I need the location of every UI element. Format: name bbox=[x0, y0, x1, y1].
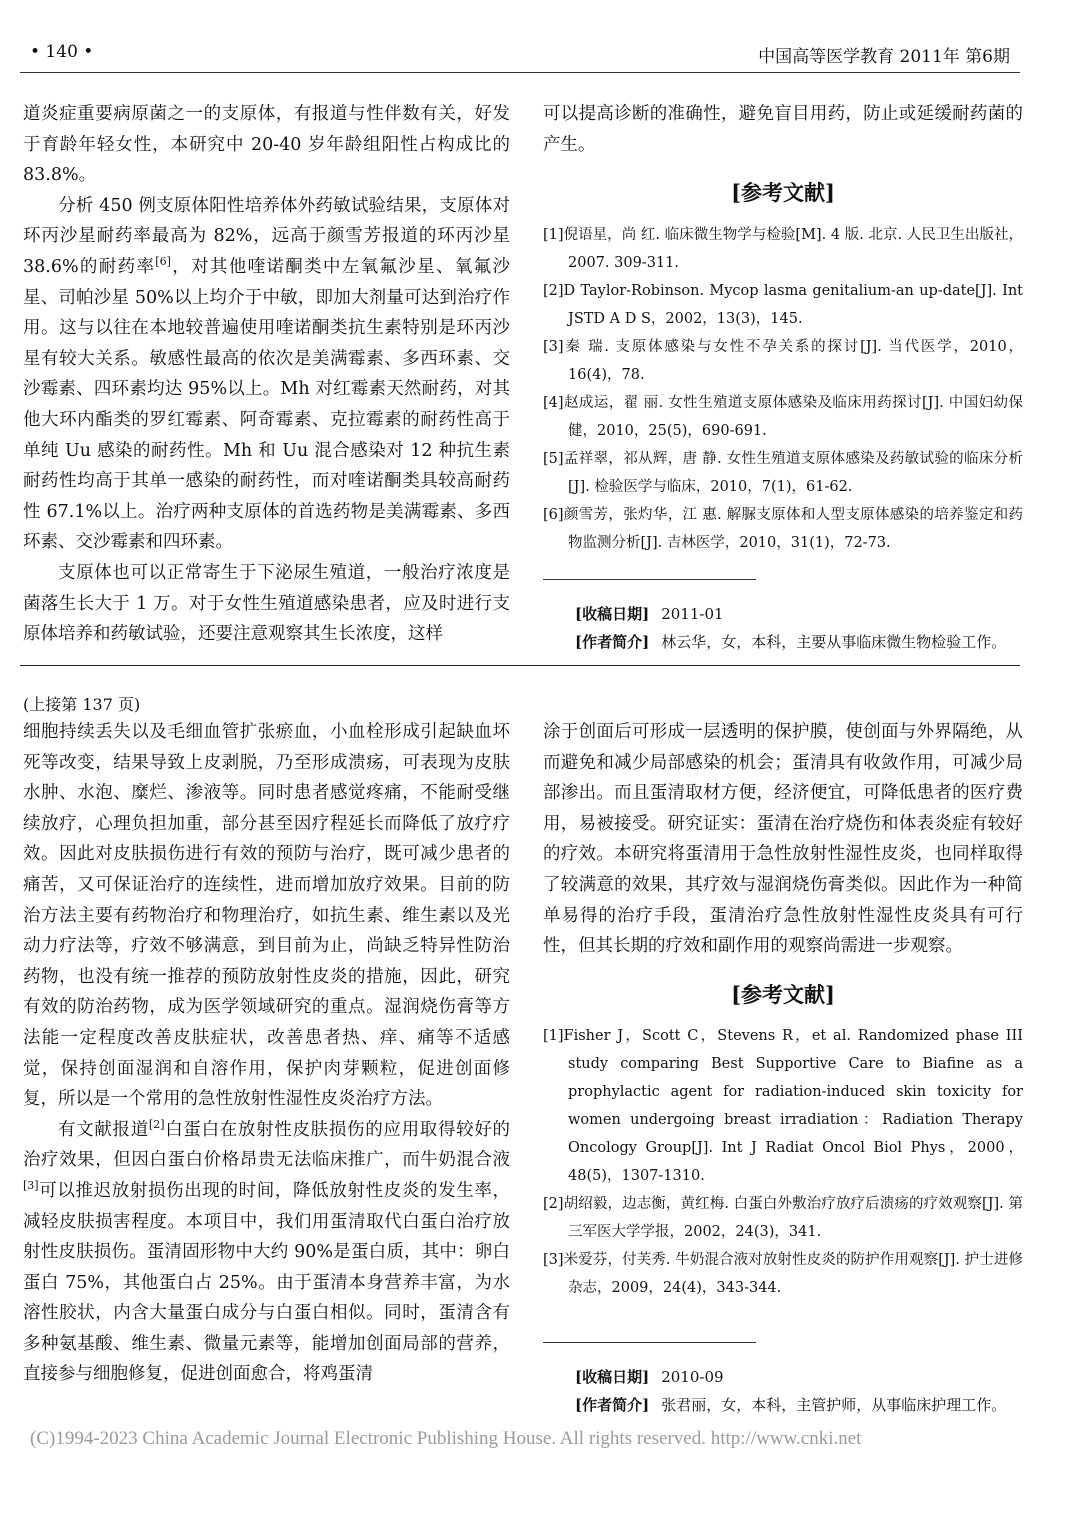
reference-item: [1]倪语星，尚 红. 临床微生物学与检验[M]. 4 版. 北京. 人民卫生出版社，2007. 309-311. bbox=[543, 226, 1023, 271]
bottom-left-column bbox=[23, 717, 510, 1390]
page-number: • 140 • bbox=[30, 42, 94, 62]
top-left-column bbox=[23, 99, 510, 650]
reference-item: [1]Fisher J，Scott C，Stevens R，et al. Randomized phase III study comparing Best Supportive Care to Biafine as a prophylactic agent for radiation-induced skin toxicity for women undergoing breast irradiation：Radiation Therapy Oncology Group[J]. Int J Radiat Oncol Biol Phys，2000，48(5)，1307-1310. bbox=[543, 1028, 1023, 1185]
journal-issue: 中国高等医学教育 2011年 第6期 bbox=[758, 47, 1010, 67]
body-paragraph bbox=[543, 99, 1023, 160]
received-date bbox=[543, 600, 1023, 628]
article-end-rule bbox=[543, 579, 756, 580]
citation-marker: [3] bbox=[23, 1179, 39, 1193]
reference-item: [2]胡绍毅，边志衡，黄红梅. 白蛋白外敷治疗放疗后溃疡的疗效观察[J]. 第三军医大学学报，2002，24(3)，341. bbox=[543, 1196, 1023, 1241]
paragraph-text: 涂于创面后可形成一层透明的保护膜，使创面与外界隔绝，从而避免和减少局部感染的机会；蛋清具有收敛作用，可减少局部渗出。而且蛋清取材方便，经济便宜，可降低患者的医疗费用，易被接受。研究证实：蛋清在治疗烧伤和体表炎症有较好的疗效。本研究将蛋清用于急性放射性湿性皮炎，也同样取得了较满意的效果，其疗效与湿润烧伤膏类似。因此作为一种简单易得的治疗手段，蛋清治疗急性放射性湿性皮炎具有可行性，但其长期的疗效和副作用的观察尚需进一步观察。 bbox=[543, 722, 1023, 957]
paragraph-text: 分析 450 例支原体阳性培养体外药敏试验结果，支原体对环丙沙星耐药率最高为 82%，远高于颜雪芳报道的环丙沙星 38.6%的耐药率 bbox=[23, 195, 510, 277]
author-label: [作者简介] bbox=[575, 1396, 650, 1415]
bottom-right-column bbox=[543, 717, 1023, 1419]
top-right-column bbox=[543, 99, 1023, 656]
bottom-right-body bbox=[543, 717, 1023, 962]
top-right-body bbox=[543, 99, 1023, 160]
article-end-rule bbox=[543, 1342, 756, 1343]
body-paragraph bbox=[23, 99, 510, 191]
references-heading: [参考文献] bbox=[731, 981, 835, 1007]
section-divider bbox=[20, 665, 1020, 666]
author-value: 张君丽，女，本科，主管护师，从事临床护理工作。 bbox=[661, 1396, 1007, 1415]
paragraph-text: 可以推迟放射损伤出现的时间，降低放射性皮炎的发生率，减轻皮肤损害程度。本项目中，我们用蛋清取代白蛋白治疗放射性皮肤损伤。蛋清固形物中大约 90%是蛋白质，其中：卵白蛋白 75%，其他蛋白占 25%。由于蛋清本身营养丰富，为水溶性胶状，内含大量蛋白成分与白蛋白相似。同时，蛋清含有多种氨基酸、维生素、微量元素等，能增加创面局部的营养，直接参与细胞修复，促进创面愈合，将鸡蛋清 bbox=[23, 1180, 510, 1385]
body-paragraph bbox=[543, 717, 1023, 962]
received-value: 2010-09 bbox=[661, 1368, 724, 1387]
body-paragraph bbox=[23, 717, 510, 1115]
received-label: [收稿日期] bbox=[575, 1368, 650, 1387]
reference-item: [4]赵成运，翟 丽. 女性生殖道支原体感染及临床用药探讨[J]. 中国妇幼保健，2010，25(5)，690-691. bbox=[543, 394, 1023, 439]
page-header bbox=[30, 42, 1010, 70]
reference-item: [2]D Taylor-Robinson. Mycop lasma genitalium-an up-date[J]. Int JSTD A D S，2002，13(3)，145. bbox=[543, 282, 1023, 327]
continued-note: (上接第 137 页) bbox=[23, 695, 141, 714]
citation-marker: [6] bbox=[155, 255, 171, 269]
paragraph-text: 可以提高诊断的准确性，避免盲目用药，防止或延缓耐药菌的产生。 bbox=[543, 104, 1023, 155]
paragraph-text: 细胞持续丢失以及毛细血管扩张瘀血，小血栓形成引起缺血坏死等改变，结果导致上皮剥脱，乃至形成溃疡，可表现为皮肤水肿、水泡、糜烂、渗液等。同时患者感觉疼痛，不能耐受继续放疗，心理负担加重，部分甚至因疗程延长而降低了放疗疗效。因此对皮肤损伤进行有效的预防与治疗，既可减少患者的痛苦，又可保证治疗的连续性，进而增加放疗效果。目前的防治方法主要有药物治疗和物理治疗，如抗生素、维生素以及光动力疗法等，疗效不够满意，到目前为止，尚缺乏特异性防治药物，也没有统一推荐的预防放射性皮炎的措施，因此，研究有效的防治药物，成为医学领域研究的重点。湿润烧伤膏等方法能一定程度改善皮肤症状，改善患者热、痒、痛等不适感觉，保持创面湿润和自溶作用，保护肉芽颗粒，促进创面修复，所以是一个常用的急性放射性湿性皮炎治疗方法。 bbox=[23, 722, 510, 1110]
reference-item: [6]颜雪芳，张灼华，江 惠. 解脲支原体和人型支原体感染的培养鉴定和药物监测分析[J]. 吉林医学，2010，31(1)，72-73. bbox=[543, 506, 1023, 551]
paragraph-text: 支原体也可以正常寄生于下泌尿生殖道，一般治疗浓度是菌落生长大于 1 万。对于女性生殖道感染患者，应及时进行支原体培养和药敏试验，还要注意观察其生长浓度，这样 bbox=[23, 562, 510, 645]
paragraph-text: 有文献报道 bbox=[58, 1119, 149, 1140]
paragraph-text: 道炎症重要病原菌之一的支原体，有报道与性伴数有关，好发于育龄年轻女性，本研究中 20-40 岁年龄组阳性占构成比的 83.8%。 bbox=[23, 104, 510, 186]
citation-marker: [2] bbox=[148, 1117, 165, 1131]
author-value: 林云华，女，本科，主要从事临床微生物检验工作。 bbox=[661, 632, 1007, 651]
references-list bbox=[543, 221, 1023, 557]
reference-item: [3]米爱芬，付芙秀. 牛奶混合液对放射性皮炎的防护作用观察[J]. 护士进修杂志，2009，24(4)，343-344. bbox=[543, 1252, 1023, 1297]
references-heading: [参考文献] bbox=[731, 180, 835, 206]
paragraph-text: ，对其他喹诺酮类中左氧氟沙星、氧氟沙星、司帕沙星 50%以上均介于中敏，即加大剂量可达到治疗作用。这与以往在本地较普遍使用喹诺酮类抗生素特别是环丙沙星有较大关系。敏感性最高的依次是美满霉素、多西环素、交沙霉素、四环素均达 95%以上。Mh 对红霉素天然耐药，对其他大环内酯类的罗红霉素、阿奇霉素、克拉霉素的耐药性高于单纯 Uu 感染的耐药性。Mh 和 Uu 混合感染对 12 种抗生素耐药性均高于其单一感染的耐药性，而对喹诺酮类具较高耐药性 67.1%以上。治疗两种支原体的首选药物是美满霉素、多西环素、交沙霉素和四环素。 bbox=[23, 256, 511, 553]
body-paragraph bbox=[23, 191, 510, 558]
copyright-footer: (C)1994-2023 China Academic Journal Electronic Publishing House. All rights reserved. http://www.cnki.net bbox=[30, 1428, 862, 1449]
received-label: [收稿日期] bbox=[575, 604, 650, 623]
body-paragraph bbox=[23, 558, 510, 650]
reference-item: [5]孟祥翠，祁从辉，唐 静. 女性生殖道支原体感染及药敏试验的临床分析[J]. 检验医学与临床，2010，7(1)，61-62. bbox=[543, 450, 1023, 495]
reference-item: [3]秦 瑞. 支原体感染与女性不孕关系的探讨[J]. 当代医学，2010，16(4)，78. bbox=[543, 338, 1023, 383]
author-label: [作者简介] bbox=[575, 632, 650, 651]
author-bio bbox=[543, 628, 1023, 656]
author-bio bbox=[543, 1391, 1023, 1419]
body-paragraph bbox=[23, 1115, 510, 1390]
references-list bbox=[543, 1022, 1023, 1302]
header-rule bbox=[20, 72, 1020, 73]
received-value: 2011-01 bbox=[661, 604, 724, 623]
paragraph-text: 白蛋白在放射性皮肤损伤的应用取得较好的治疗效果，但因白蛋白价格昂贵无法临床推广，而牛奶混合液 bbox=[23, 1119, 511, 1171]
received-date bbox=[543, 1363, 1023, 1391]
